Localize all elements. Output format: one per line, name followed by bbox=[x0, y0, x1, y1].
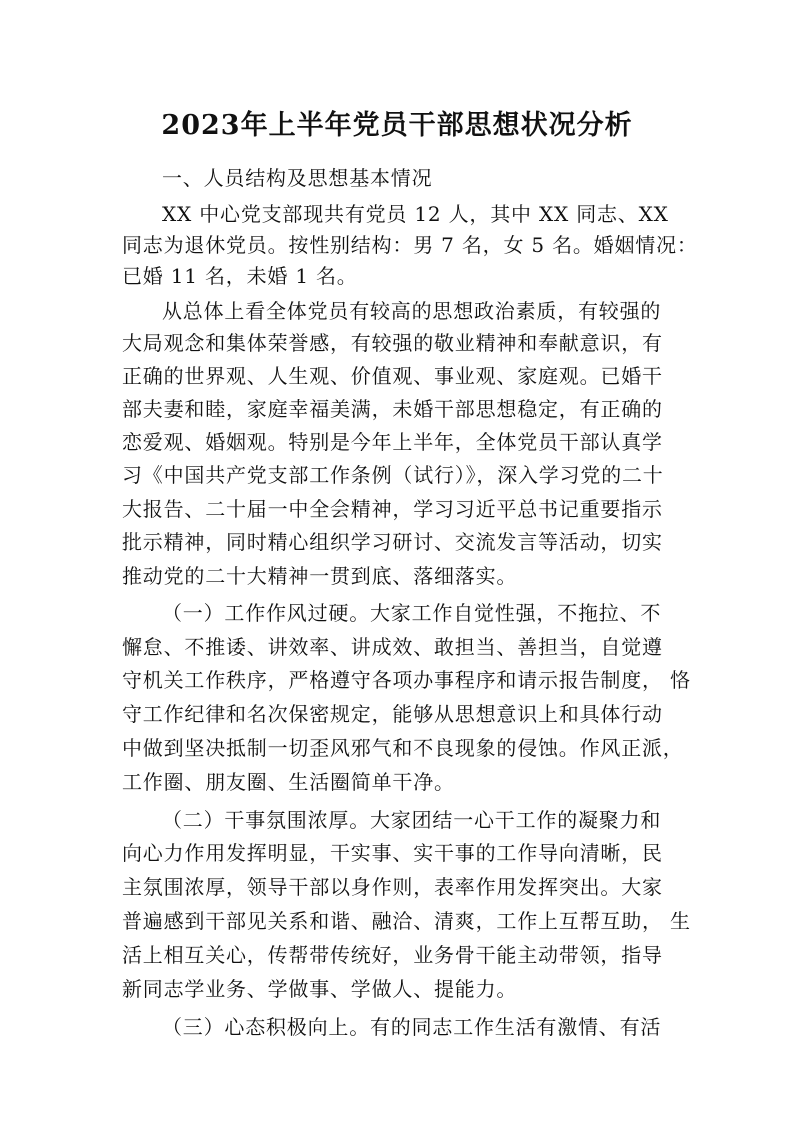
paragraph-line: （一）工作作风过硬。大家工作自觉性强，不拖拉、不 bbox=[162, 601, 662, 625]
paragraph-line: （二）干事氛围浓厚。大家团结一心干工作的凝聚力和 bbox=[162, 808, 662, 832]
paragraph-line: 批示精神，同时精心组织学习研讨、交流发言等活动，切实 bbox=[122, 530, 663, 554]
section-heading: 一、人员结构及思想基本情况 bbox=[162, 166, 433, 190]
paragraph-line: 守机关工作秩序，严格遵守各项办事程序和请示报告制度， 恪 bbox=[122, 668, 691, 692]
paragraph-line: 恋爱观、婚姻观。特别是今年上半年，全体党员干部认真学 bbox=[122, 430, 663, 454]
paragraph-line: 已婚 11 名，未婚 1 名。 bbox=[122, 264, 358, 288]
paragraph-line: 主氛围浓厚，领导干部以身作则，表率作用发挥突出。大家 bbox=[122, 875, 663, 899]
paragraph-line: 工作圈、朋友圈、生活圈简单干净。 bbox=[122, 770, 455, 794]
paragraph-line: （三）心态积极向上。有的同志工作生活有激情、有活 bbox=[162, 1015, 662, 1039]
paragraph-line: XX 中心党支部现共有党员 12 人，其中 XX 同志、XX bbox=[162, 202, 669, 226]
paragraph-line: 普遍感到干部见关系和谐、融洽、清爽，工作上互帮互助， 生 bbox=[122, 909, 691, 933]
paragraph-line: 新同志学业务、学做事、学做人、提能力。 bbox=[122, 977, 518, 1001]
paragraph-line: 同志为退休党员。按性别结构：男 7 名，女 5 名。婚姻情况： bbox=[122, 233, 698, 257]
paragraph-line: 守工作纪律和名次保密规定，能够从思想意识上和具体行动 bbox=[122, 702, 663, 726]
paragraph-line: 大局观念和集体荣誉感，有较强的敬业精神和奉献意识，有 bbox=[122, 331, 663, 355]
paragraph-line: 向心力作用发挥明显，干实事、实干事的工作导向清晰，民 bbox=[122, 841, 663, 865]
document-title: 2023年上半年党员干部思想状况分析 bbox=[161, 110, 633, 141]
paragraph-line: 大报告、二十届一中全会精神，学习习近平总书记重要指示 bbox=[122, 497, 663, 521]
paragraph-line: 部夫妻和睦，家庭幸福美满，未婚干部思想稳定，有正确的 bbox=[122, 397, 663, 421]
paragraph-line: 懈怠、不推诿、讲效率、讲成效、敢担当、善担当，自觉遵 bbox=[122, 635, 663, 659]
paragraph-line: 习《中国共产党支部工作条例（试行）》，深入学习党的二十 bbox=[122, 463, 664, 487]
paragraph-line: 正确的世界观、人生观、价值观、事业观、家庭观。已婚干 bbox=[122, 364, 663, 388]
paragraph-line: 推动党的二十大精神一贯到底、落细落实。 bbox=[122, 564, 518, 588]
paragraph-line: 中做到坚决抵制一切歪风邪气和不良现象的侵蚀。作风正派， bbox=[122, 736, 684, 760]
paragraph-line: 活上相互关心，传帮带传统好，业务骨干能主动带领，指导 bbox=[122, 943, 663, 967]
paragraph-line: 从总体上看全体党员有较高的思想政治素质，有较强的 bbox=[162, 299, 662, 323]
